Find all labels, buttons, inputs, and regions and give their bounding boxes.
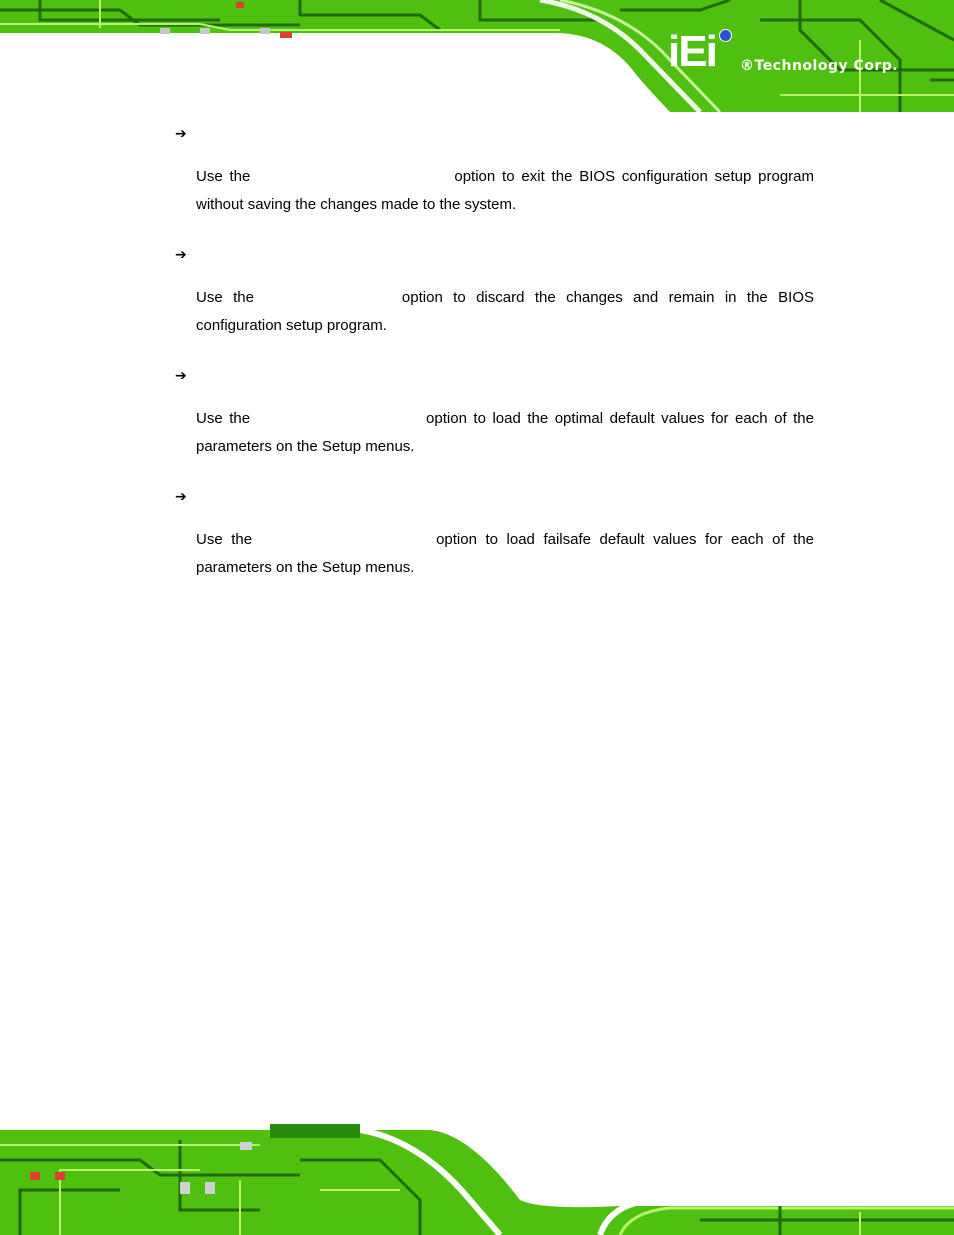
page-footer-banner [0, 1120, 954, 1235]
arrow-right-icon: ➔ [175, 368, 187, 384]
paragraph-lead: Use the [196, 168, 251, 185]
section-paragraph-3 [196, 405, 814, 461]
circuit-board-graphic [0, 1120, 954, 1235]
logo-dot-icon [719, 29, 732, 42]
paragraph-lead: Use the [196, 289, 254, 306]
paragraph-body: option to discard the changes and remain in the BIOS configuration setup program. [196, 289, 814, 334]
paragraph-lead: Use the [196, 531, 253, 548]
paragraph-body: option to exit the BIOS configuration setup program without saving the changes made to the system. [196, 168, 814, 213]
company-logo: iEi [668, 27, 716, 76]
arrow-right-icon: ➔ [175, 247, 187, 263]
circuit-board-graphic [0, 0, 954, 112]
arrow-right-icon: ➔ [175, 489, 187, 505]
section-paragraph-1 [196, 163, 814, 219]
section-paragraph-2 [196, 284, 814, 340]
paragraph-body: option to load failsafe default values for each of the parameters on the Setup menus. [196, 531, 815, 576]
paragraph-body: option to load the optimal default values for each of the parameters on the Setup menus. [196, 410, 814, 455]
company-name: ®Technology Corp. [740, 58, 899, 74]
page-header-banner [0, 0, 954, 112]
paragraph-lead: Use the [196, 410, 251, 427]
section-paragraph-4 [196, 526, 814, 582]
arrow-right-icon: ➔ [175, 126, 187, 142]
